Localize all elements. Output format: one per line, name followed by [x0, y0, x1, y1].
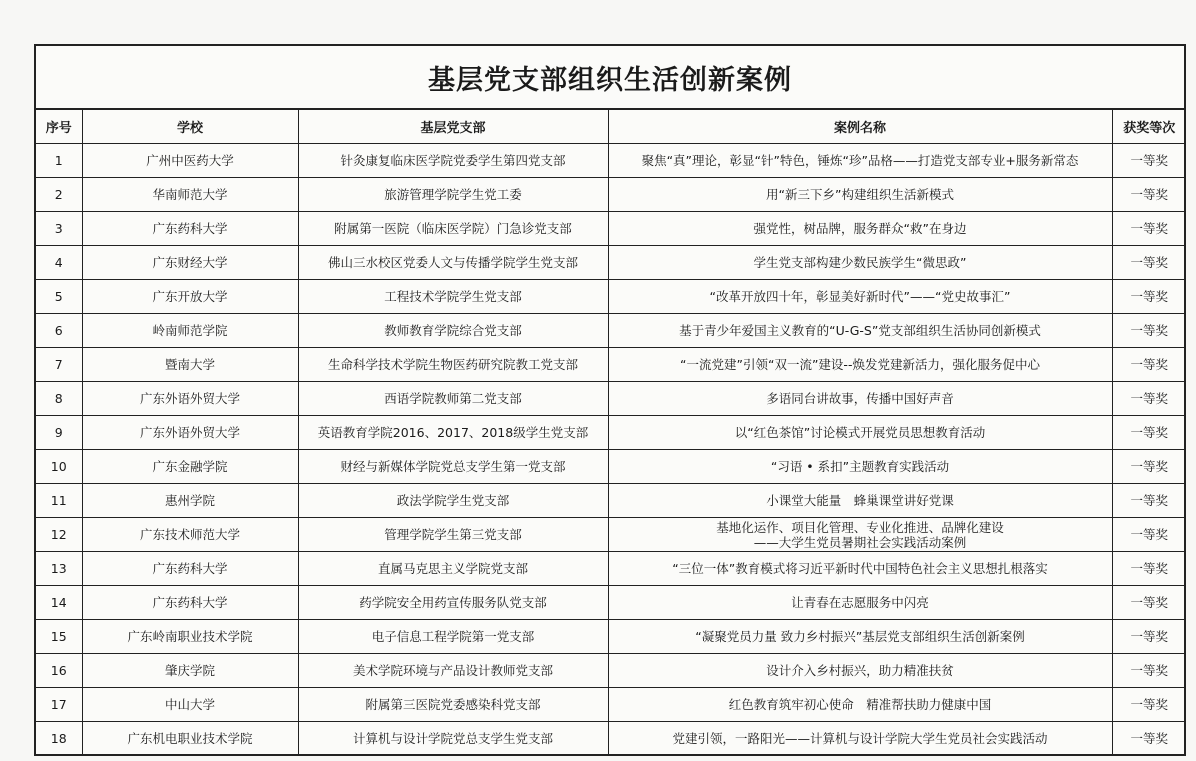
- branch-cell: 佛山三水校区党委人文与传播学院学生党支部: [298, 246, 608, 280]
- header-award: 获奖等次: [1112, 110, 1186, 144]
- school-cell: 广东技术师范大学: [82, 518, 298, 552]
- table-row: [36, 382, 1186, 416]
- table-row: [36, 688, 1186, 722]
- branch-cell: 教师教育学院综合党支部: [298, 314, 608, 348]
- award-cell: 一等奖: [1112, 654, 1186, 688]
- row-number: 8: [36, 382, 82, 416]
- award-cell: 一等奖: [1112, 382, 1186, 416]
- award-cell: 一等奖: [1112, 722, 1186, 756]
- school-cell: 岭南师范学院: [82, 314, 298, 348]
- award-cell: 一等奖: [1112, 212, 1186, 246]
- table-row: [36, 484, 1186, 518]
- table-row: [36, 178, 1186, 212]
- award-cell: 一等奖: [1112, 314, 1186, 348]
- header-no: 序号: [36, 110, 82, 144]
- header-branch: 基层党支部: [298, 110, 608, 144]
- case-cell: “三位一体”教育模式将习近平新时代中国特色社会主义思想扎根落实: [608, 552, 1112, 586]
- branch-cell: 附属第一医院（临床医学院）门急诊党支部: [298, 212, 608, 246]
- award-cell: 一等奖: [1112, 552, 1186, 586]
- award-cell: 一等奖: [1112, 620, 1186, 654]
- award-cell: 一等奖: [1112, 518, 1186, 552]
- school-cell: 肇庆学院: [82, 654, 298, 688]
- header-row: [36, 110, 1186, 144]
- table-row: [36, 314, 1186, 348]
- row-number: 5: [36, 280, 82, 314]
- school-cell: 广州中医药大学: [82, 144, 298, 178]
- branch-cell: 计算机与设计学院党总支学生党支部: [298, 722, 608, 756]
- school-cell: 广东药科大学: [82, 212, 298, 246]
- school-cell: 华南师范大学: [82, 178, 298, 212]
- table-row: [36, 552, 1186, 586]
- branch-cell: 生命科学技术学院生物医药研究院教工党支部: [298, 348, 608, 382]
- row-number: 2: [36, 178, 82, 212]
- branch-cell: 工程技术学院学生党支部: [298, 280, 608, 314]
- case-cell: “习语 • 系扣”主题教育实践活动: [608, 450, 1112, 484]
- award-sheet: [34, 44, 1186, 756]
- row-number: 13: [36, 552, 82, 586]
- branch-cell: 美术学院环境与产品设计教师党支部: [298, 654, 608, 688]
- award-cell: 一等奖: [1112, 416, 1186, 450]
- case-cell: 设计介入乡村振兴，助力精准扶贫: [608, 654, 1112, 688]
- school-cell: 广东金融学院: [82, 450, 298, 484]
- table-row: [36, 450, 1186, 484]
- case-cell: 红色教育筑牢初心使命 精准帮扶助力健康中国: [608, 688, 1112, 722]
- row-number: 11: [36, 484, 82, 518]
- school-cell: 中山大学: [82, 688, 298, 722]
- school-cell: 暨南大学: [82, 348, 298, 382]
- table-row: [36, 144, 1186, 178]
- award-cell: 一等奖: [1112, 280, 1186, 314]
- row-number: 6: [36, 314, 82, 348]
- row-number: 12: [36, 518, 82, 552]
- branch-cell: 财经与新媒体学院党总支学生第一党支部: [298, 450, 608, 484]
- school-cell: 广东药科大学: [82, 586, 298, 620]
- school-cell: 广东财经大学: [82, 246, 298, 280]
- table-row: [36, 280, 1186, 314]
- case-cell: 聚焦“真”理论，彰显“针”特色，锤炼“珍”品格——打造党支部专业+服务新常态: [608, 144, 1112, 178]
- branch-cell: 附属第三医院党委感染科党支部: [298, 688, 608, 722]
- table-row: [36, 416, 1186, 450]
- case-cell: 用“新三下乡”构建组织生活新模式: [608, 178, 1112, 212]
- award-cell: 一等奖: [1112, 450, 1186, 484]
- row-number: 1: [36, 144, 82, 178]
- school-cell: 广东开放大学: [82, 280, 298, 314]
- case-cell: 多语同台讲故事，传播中国好声音: [608, 382, 1112, 416]
- case-cell: 强党性，树品牌，服务群众“救”在身边: [608, 212, 1112, 246]
- row-number: 16: [36, 654, 82, 688]
- branch-cell: 英语教育学院2016、2017、2018级学生党支部: [298, 416, 608, 450]
- branch-cell: 直属马克思主义学院党支部: [298, 552, 608, 586]
- branch-cell: 西语学院教师第二党支部: [298, 382, 608, 416]
- table-row: [36, 654, 1186, 688]
- school-cell: 广东岭南职业技术学院: [82, 620, 298, 654]
- case-cell: 让青春在志愿服务中闪亮: [608, 586, 1112, 620]
- row-number: 7: [36, 348, 82, 382]
- award-cell: 一等奖: [1112, 348, 1186, 382]
- row-number: 9: [36, 416, 82, 450]
- table-row: [36, 246, 1186, 280]
- table-row: [36, 212, 1186, 246]
- case-cell: 学生党支部构建少数民族学生“微思政”: [608, 246, 1112, 280]
- branch-cell: 针灸康复临床医学院党委学生第四党支部: [298, 144, 608, 178]
- branch-cell: 电子信息工程学院第一党支部: [298, 620, 608, 654]
- award-cell: 一等奖: [1112, 144, 1186, 178]
- award-table: [36, 109, 1186, 755]
- award-cell: 一等奖: [1112, 246, 1186, 280]
- case-cell: 党建引领，一路阳光——计算机与设计学院大学生党员社会实践活动: [608, 722, 1112, 756]
- header-school: 学校: [82, 110, 298, 144]
- school-cell: 广东外语外贸大学: [82, 416, 298, 450]
- row-number: 10: [36, 450, 82, 484]
- table-row: [36, 722, 1186, 756]
- award-cell: 一等奖: [1112, 178, 1186, 212]
- table-row: [36, 586, 1186, 620]
- case-cell: 小课堂大能量 蜂巢课堂讲好党课: [608, 484, 1112, 518]
- table-row: [36, 620, 1186, 654]
- award-cell: 一等奖: [1112, 586, 1186, 620]
- branch-cell: 药学院安全用药宣传服务队党支部: [298, 586, 608, 620]
- school-cell: 惠州学院: [82, 484, 298, 518]
- case-cell: 基于青少年爱国主义教育的“U-G-S”党支部组织生活协同创新模式: [608, 314, 1112, 348]
- header-case: 案例名称: [608, 110, 1112, 144]
- branch-cell: 政法学院学生党支部: [298, 484, 608, 518]
- case-cell: “改革开放四十年，彰显美好新时代”——“党史故事汇”: [608, 280, 1112, 314]
- award-cell: 一等奖: [1112, 484, 1186, 518]
- row-number: 3: [36, 212, 82, 246]
- row-number: 17: [36, 688, 82, 722]
- table-row: [36, 348, 1186, 382]
- row-number: 18: [36, 722, 82, 756]
- case-cell: 基地化运作、项目化管理、专业化推进、品牌化建设 ——大学生党员暑期社会实践活动案例: [608, 518, 1112, 552]
- table-row: [36, 518, 1186, 552]
- case-cell: 以“红色茶馆”讨论模式开展党员思想教育活动: [608, 416, 1112, 450]
- branch-cell: 旅游管理学院学生党工委: [298, 178, 608, 212]
- sheet-title: 基层党支部组织生活创新案例: [36, 46, 1184, 109]
- school-cell: 广东外语外贸大学: [82, 382, 298, 416]
- school-cell: 广东机电职业技术学院: [82, 722, 298, 756]
- case-cell: “凝聚党员力量 致力乡村振兴”基层党支部组织生活创新案例: [608, 620, 1112, 654]
- school-cell: 广东药科大学: [82, 552, 298, 586]
- row-number: 15: [36, 620, 82, 654]
- row-number: 4: [36, 246, 82, 280]
- branch-cell: 管理学院学生第三党支部: [298, 518, 608, 552]
- case-cell: “一流党建”引领“双一流”建设--焕发党建新活力，强化服务促中心: [608, 348, 1112, 382]
- row-number: 14: [36, 586, 82, 620]
- award-cell: 一等奖: [1112, 688, 1186, 722]
